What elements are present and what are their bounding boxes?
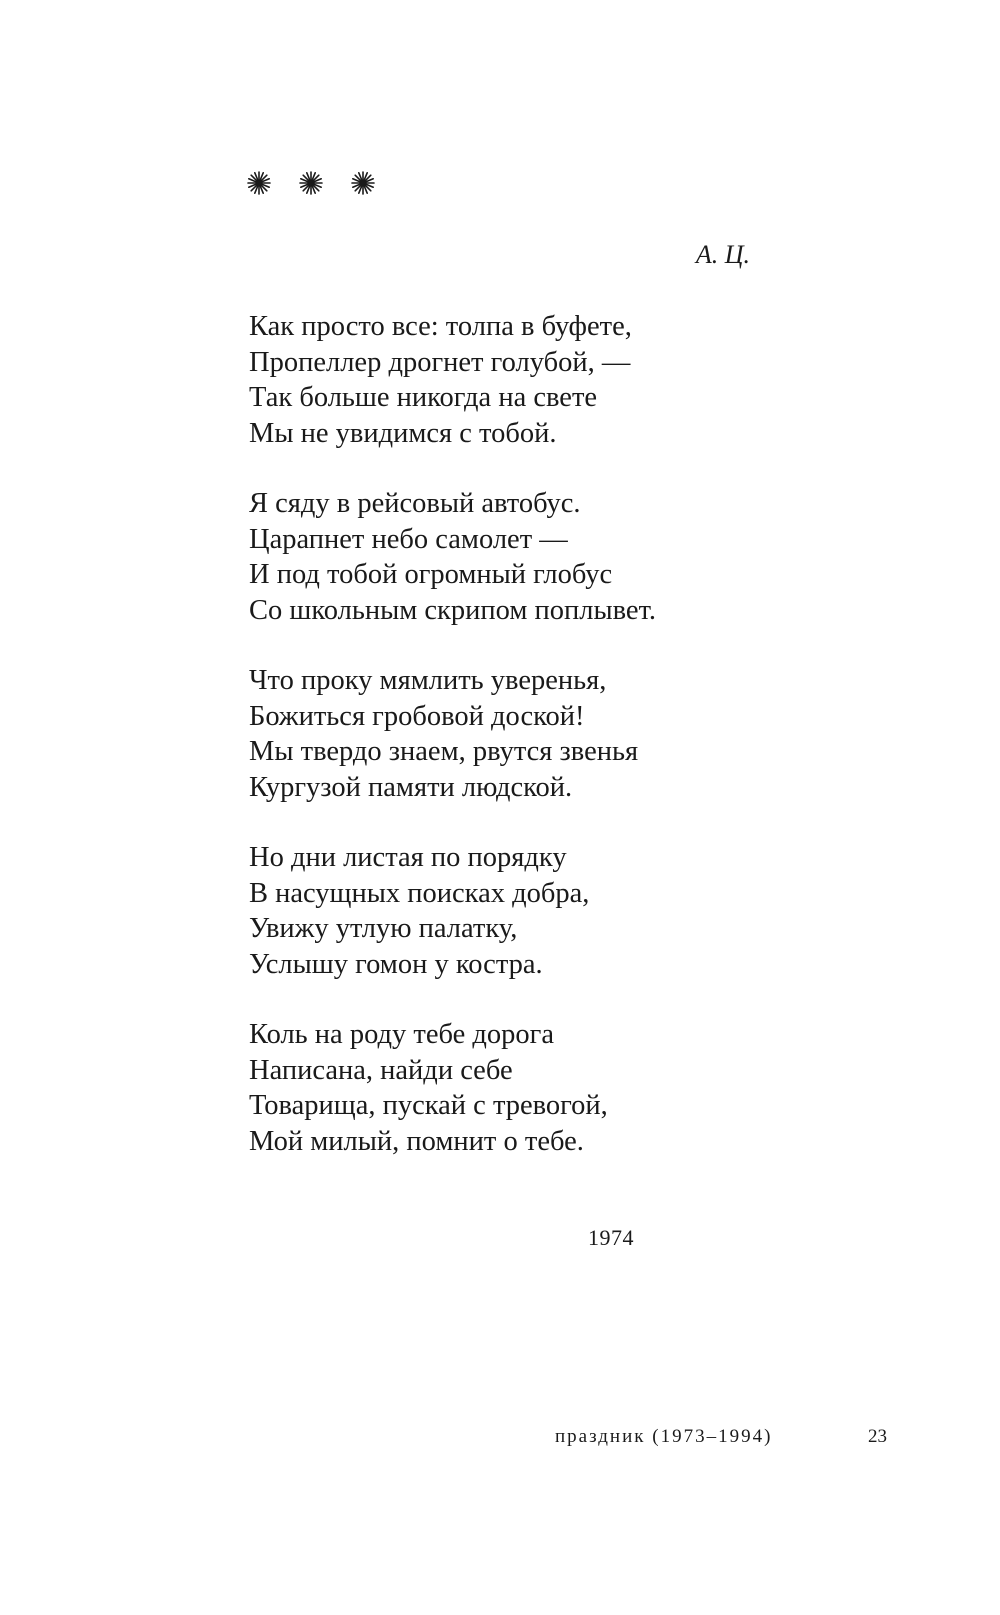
poem-dedication: А. Ц. <box>695 240 750 269</box>
poem-line: Мы не увидимся с тобой. <box>249 417 557 449</box>
poem-line: В насущных поисках добра, <box>249 877 590 909</box>
poem-line: Кургузой памяти людской. <box>249 771 573 803</box>
section-ornament <box>246 170 376 196</box>
poem-line: Увижу утлую палатку, <box>249 913 518 944</box>
poem-line: И под тобой огромный глобус <box>249 559 613 590</box>
poem-line: Пропеллер дрогнет голубой, — <box>249 346 631 378</box>
poem-line: Со школьным скрипом поплывет. <box>249 594 657 626</box>
poem-line: Я сяду в рейсовый автобус. <box>249 488 581 519</box>
page-number: 23 <box>868 1426 887 1447</box>
asterism-star-icon <box>298 170 324 196</box>
stanza <box>249 840 809 982</box>
stanza <box>249 1017 809 1159</box>
stanza <box>249 309 809 451</box>
poem-line: Товарища, пускай с тревогой, <box>249 1090 608 1121</box>
poem-line: Божиться гробовой доской! <box>249 700 585 732</box>
running-title: праздник (1973–1994) <box>555 1426 773 1447</box>
poem-line: Так больше никогда на свете <box>249 382 598 413</box>
poem-line: Мой милый, помнит о тебе. <box>249 1125 584 1157</box>
stanza <box>249 663 809 805</box>
stanza <box>249 486 809 628</box>
poem-line: Что проку мямлить уверенья, <box>249 665 607 696</box>
poem-line: Мы твердо знаем, рвутся звенья <box>249 736 639 767</box>
poem-date: 1974 <box>588 1225 634 1250</box>
poem-line: Но дни листая по порядку <box>249 842 567 873</box>
asterism-star-icon <box>350 170 376 196</box>
poem-line: Написана, найди себе <box>249 1054 513 1086</box>
asterism-star-icon <box>246 170 272 196</box>
poem-line: Царапнет небо самолет — <box>249 523 568 555</box>
poem-line: Услышу гомон у костра. <box>249 948 543 980</box>
poem-body <box>249 309 809 1194</box>
poem-line: Как просто все: толпа в буфете, <box>249 311 632 342</box>
poem-line: Коль на роду тебе дорога <box>249 1019 554 1050</box>
